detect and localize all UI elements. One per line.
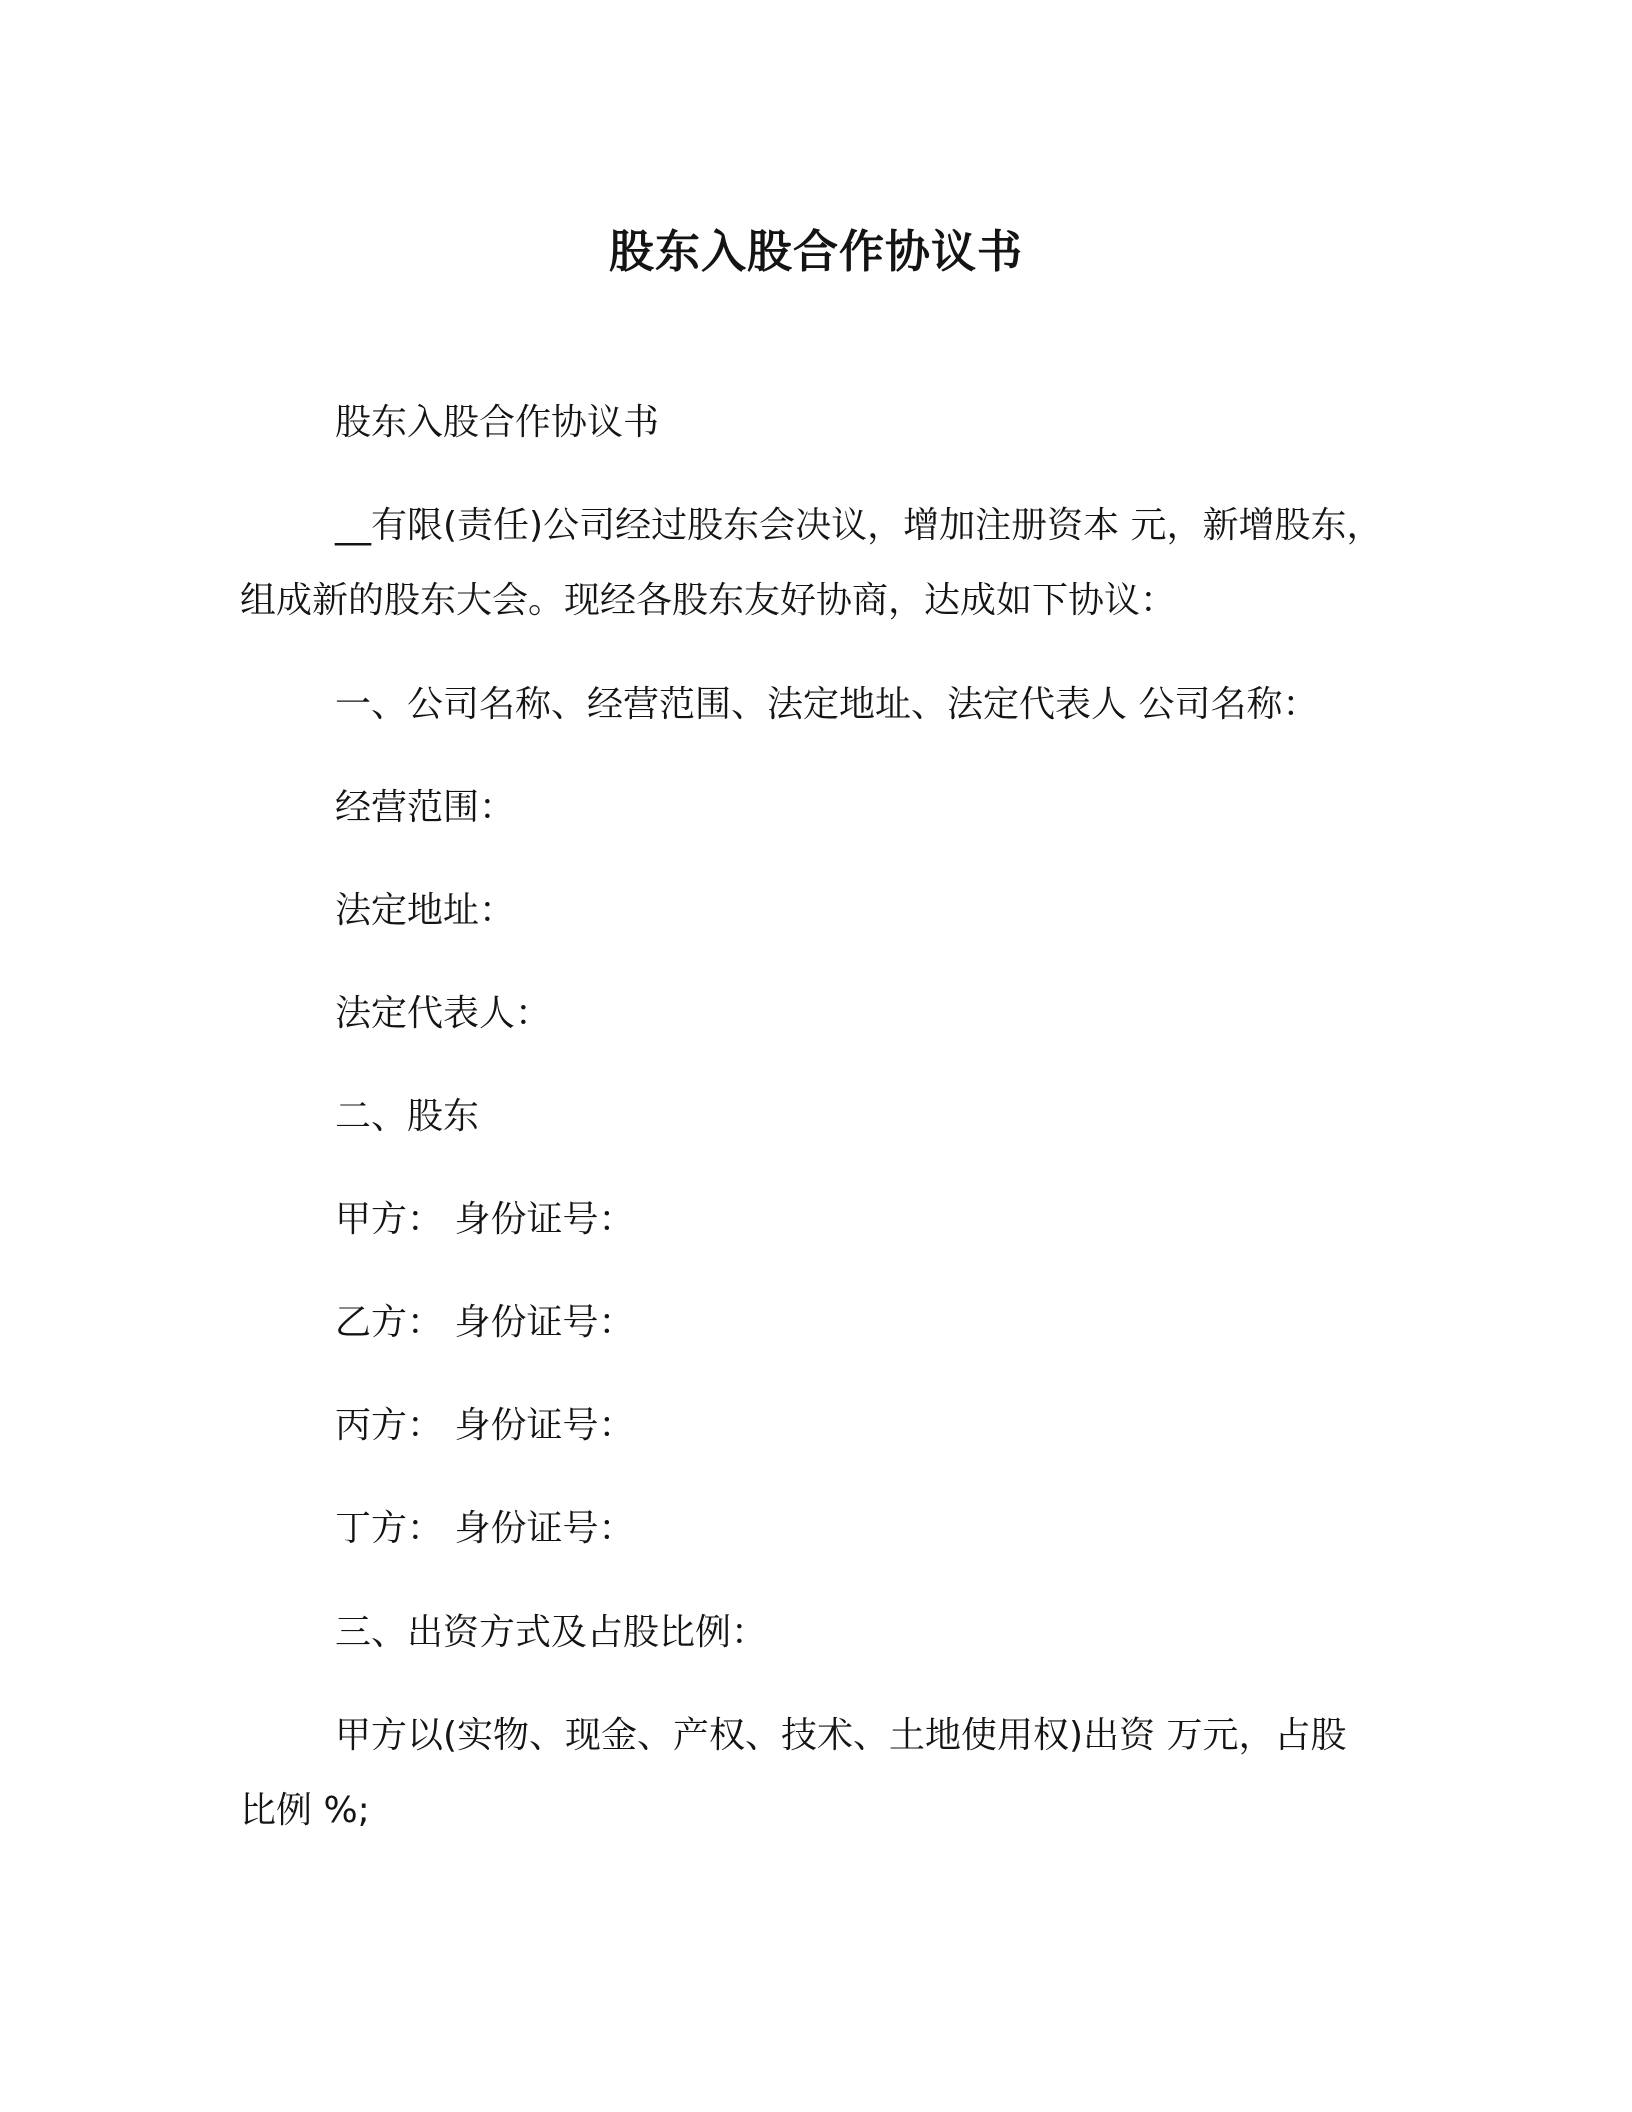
document-subtitle: 股东入股合作协议书: [335, 402, 660, 443]
legal-representative-label: 法定代表人：: [335, 993, 552, 1034]
contribution-line-2: 比例 %;: [240, 1790, 370, 1831]
party-c-line: 丙方： 身份证号：: [335, 1405, 635, 1446]
contribution-line-1: 甲方以(实物、现金、产权、技术、土地使用权)出资 万元，占股: [335, 1715, 1347, 1756]
party-d-line: 丁方： 身份证号：: [335, 1508, 635, 1549]
party-a-line: 甲方： 身份证号：: [335, 1199, 635, 1240]
intro-paragraph-line-2: 组成新的股东大会。现经各股东友好协商，达成如下协议：: [240, 580, 1177, 621]
business-scope-label: 经营范围：: [335, 787, 516, 828]
document-title: 股东入股合作协议书: [608, 225, 1023, 278]
section-3-heading: 三、出资方式及占股比例：: [335, 1612, 768, 1653]
party-b-line: 乙方： 身份证号：: [335, 1302, 635, 1343]
section-2-heading: 二、股东: [335, 1096, 480, 1137]
section-1-heading: 一、公司名称、经营范围、法定地址、法定代表人 公司名称：: [335, 684, 1319, 725]
legal-address-label: 法定地址：: [335, 890, 516, 931]
intro-paragraph-line-1: __有限(责任)公司经过股东会决议，增加注册资本 元，新增股东，: [335, 505, 1383, 546]
